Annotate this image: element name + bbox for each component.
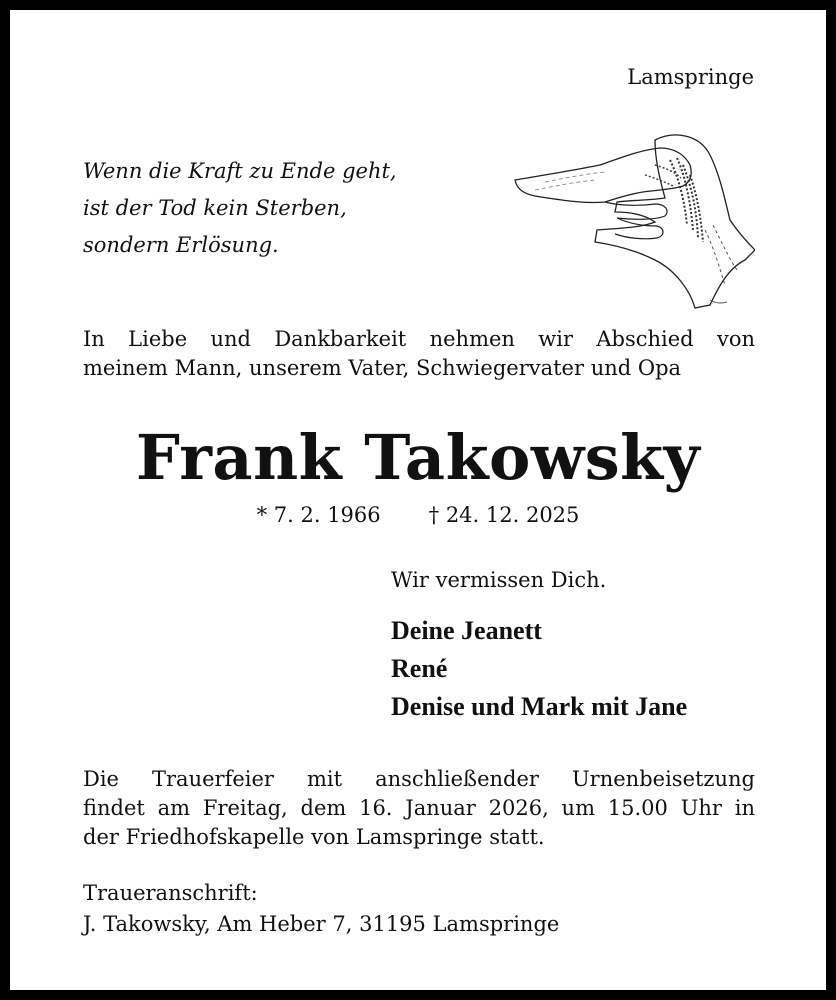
life-dates	[10, 503, 826, 527]
quote-line: ist der Tod kein Sterben,	[83, 196, 347, 220]
obituary-notice	[10, 10, 826, 990]
service-line: findet am Freitag, dem 16. Januar 2026, um 15.00 Uhr in	[83, 796, 755, 820]
death-date: † 24. 12. 2025	[428, 503, 580, 527]
quote	[83, 153, 397, 264]
address-value: J. Takowsky, Am Heber 7, 31195 Lamspringe	[83, 912, 560, 936]
address-label: Traueranschrift:	[83, 881, 258, 905]
service-line: Die Trauerfeier mit anschließender Urnenbeisetzung	[83, 767, 755, 791]
holding-hands-icon	[505, 120, 755, 310]
signers	[391, 612, 687, 726]
intro-line: In Liebe und Dankbarkeit nehmen wir Abschied von	[83, 327, 755, 351]
intro-line: meinem Mann, unserem Vater, Schwiegervater und Opa	[83, 356, 682, 380]
signer: Deine Jeanett	[391, 616, 542, 645]
deceased-name: Frank Takowsky	[135, 421, 701, 494]
service-line: der Friedhofskapelle von Lamspringe statt.	[83, 825, 545, 849]
mourning-address	[83, 878, 559, 940]
signer: Denise und Mark mit Jane	[391, 692, 688, 721]
service-info	[83, 765, 755, 852]
quote-line: Wenn die Kraft zu Ende geht,	[83, 159, 397, 183]
miss-text: Wir vermissen Dich.	[391, 568, 607, 592]
signer: René	[391, 654, 448, 683]
quote-line: sondern Erlösung.	[83, 233, 279, 257]
intro-text	[83, 325, 755, 383]
birth-date: * 7. 2. 1966	[256, 503, 381, 527]
place-name: Lamspringe	[627, 65, 754, 89]
